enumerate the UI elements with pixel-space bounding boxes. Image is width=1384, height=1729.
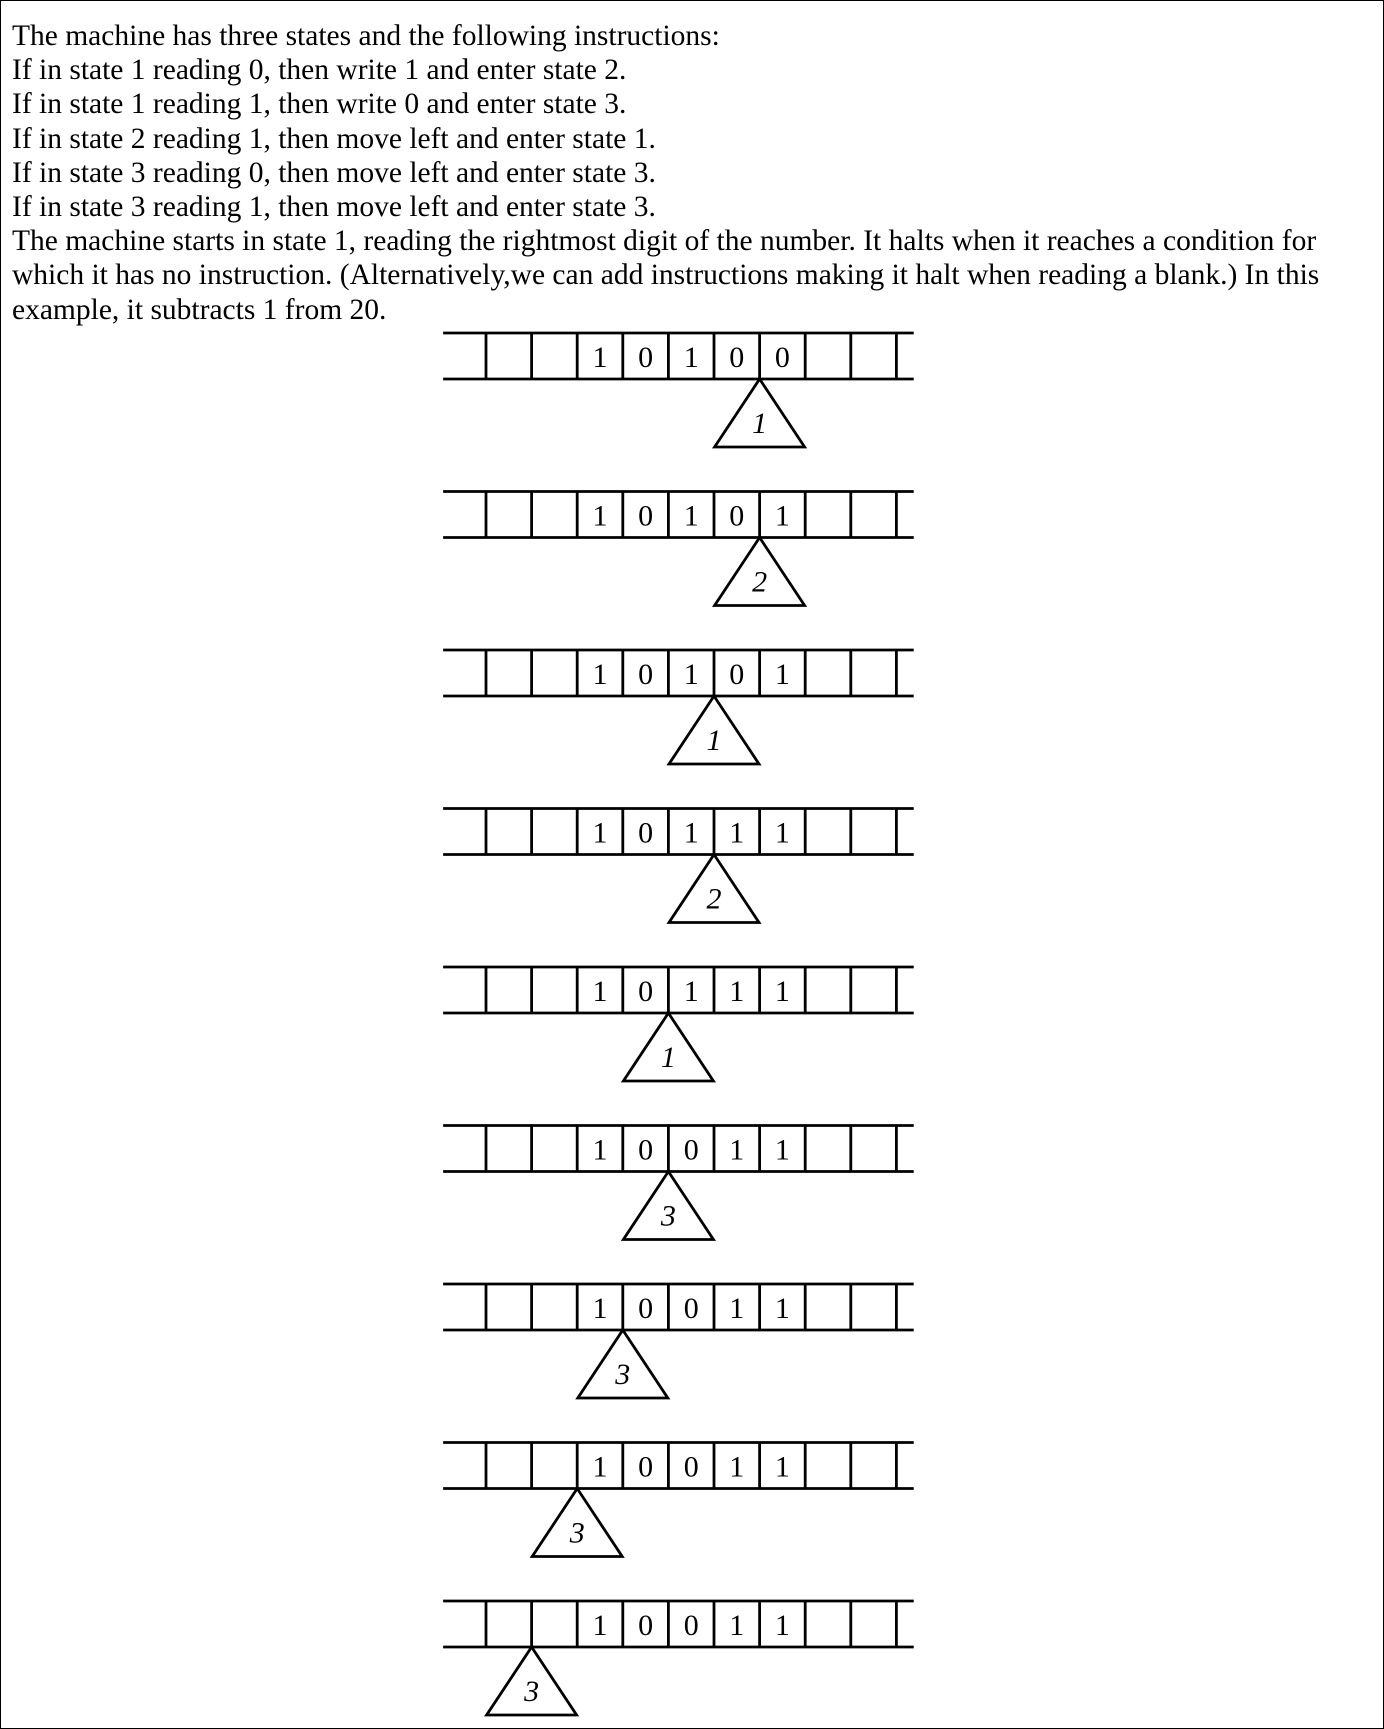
tape-step-9: [443, 1601, 914, 1715]
tape-cell-symbol: 0: [638, 1292, 654, 1325]
tape-step-2: [443, 492, 914, 606]
tape-cell-symbol: 1: [592, 341, 608, 374]
tape-cell-symbol: 1: [683, 658, 699, 691]
tape-step-3: [443, 650, 914, 764]
tape-cell-symbol: 1: [774, 1450, 790, 1484]
tape-cell-symbol: 0: [683, 1609, 699, 1642]
tape-cell-symbol: 0: [638, 1133, 654, 1167]
tape-cell-symbol: 0: [683, 1450, 699, 1484]
tape-cell-symbol: 1: [592, 1450, 608, 1484]
tape-cell-symbol: 1: [683, 975, 699, 1008]
tape-cell-symbol: 0: [638, 1609, 654, 1642]
tape-cell-symbol: 1: [592, 975, 608, 1008]
tape-cell-symbol: 1: [729, 975, 745, 1008]
tape-cell-symbol: 0: [729, 341, 745, 374]
tape-cell-symbol: 0: [638, 658, 654, 691]
tape-cell-symbol: 1: [774, 1133, 790, 1167]
tape-step-7: [443, 1284, 914, 1398]
tape-step-5: [443, 967, 914, 1081]
head-state-label: 1: [706, 724, 722, 757]
tape-step-8: [443, 1443, 914, 1557]
tape-cell-symbol: 0: [638, 499, 654, 533]
tape-step-6: [443, 1126, 914, 1240]
tape-cell-symbol: 0: [729, 499, 745, 533]
intro-text: The machine has three states and the following instructions:: [12, 20, 720, 52]
tape-cell-symbol: 1: [592, 1133, 608, 1167]
tape-step-4: [443, 809, 914, 923]
tape-cell-symbol: 1: [729, 1133, 745, 1167]
tape-cell-symbol: 1: [683, 499, 699, 533]
turing-machine-diagram: [1, 1, 1383, 1728]
tape-cell-symbol: 1: [774, 658, 790, 691]
tape-cell-symbol: 1: [592, 499, 608, 533]
head-state-label: 1: [752, 407, 768, 440]
tape-cell-symbol: 1: [774, 1292, 790, 1325]
tape-cell-symbol: 1: [592, 1609, 608, 1642]
head-state-label: 3: [660, 1199, 676, 1233]
tape-cell-symbol: 0: [683, 1133, 699, 1167]
head-state-label: 3: [569, 1516, 585, 1550]
tape-cell-symbol: 0: [638, 816, 654, 850]
instruction-1: If in state 1 reading 0, then write 1 and enter state 2.: [12, 54, 627, 87]
instruction-3: If in state 2 reading 1, then move left and enter state 1.: [12, 122, 656, 155]
tape-cell-symbol: 0: [774, 341, 790, 374]
tape-cell-symbol: 1: [683, 816, 699, 850]
tape-cell-symbol: 0: [683, 1292, 699, 1325]
instruction-2: If in state 1 reading 1, then write 0 and enter state 3.: [12, 88, 627, 121]
tape-cell-symbol: 1: [729, 1609, 745, 1642]
tape-cell-symbol: 1: [683, 341, 699, 374]
tape-cell-symbol: 0: [638, 975, 654, 1008]
head-state-label: 2: [752, 565, 768, 599]
tape-cell-symbol: 1: [774, 816, 790, 850]
tape-cell-symbol: 1: [774, 499, 790, 533]
head-state-label: 1: [660, 1041, 676, 1074]
head-state-label: 3: [524, 1675, 540, 1708]
tape-cell-symbol: 1: [729, 1292, 745, 1325]
tape-cell-symbol: 1: [592, 1292, 608, 1325]
tape-cell-symbol: 0: [729, 658, 745, 691]
tape-cell-symbol: 1: [592, 658, 608, 691]
tape-cell-symbol: 1: [729, 816, 745, 850]
instruction-4: If in state 3 reading 0, then move left and enter state 3.: [12, 156, 656, 189]
tape-cell-symbol: 0: [638, 341, 654, 374]
tape-cell-symbol: 1: [774, 975, 790, 1008]
tape-step-1: [443, 333, 914, 447]
instruction-5: If in state 3 reading 1, then move left and enter state 3.: [12, 191, 656, 224]
tape-cell-symbol: 1: [729, 1450, 745, 1484]
tape-cell-symbol: 0: [638, 1450, 654, 1484]
head-state-label: 2: [706, 882, 722, 916]
explanation-text: The machine starts in state 1, reading the rightmost digit of the number. It halts when it reaches a condition for which it has no instruction. (Alternatively,we can add instructions making it halt when reading a blank.) In this example, it subtracts 1 from 20.: [12, 225, 1320, 326]
tape-cell-symbol: 1: [592, 816, 608, 850]
tape-cell-symbol: 1: [774, 1609, 790, 1642]
head-state-label: 3: [615, 1358, 631, 1391]
